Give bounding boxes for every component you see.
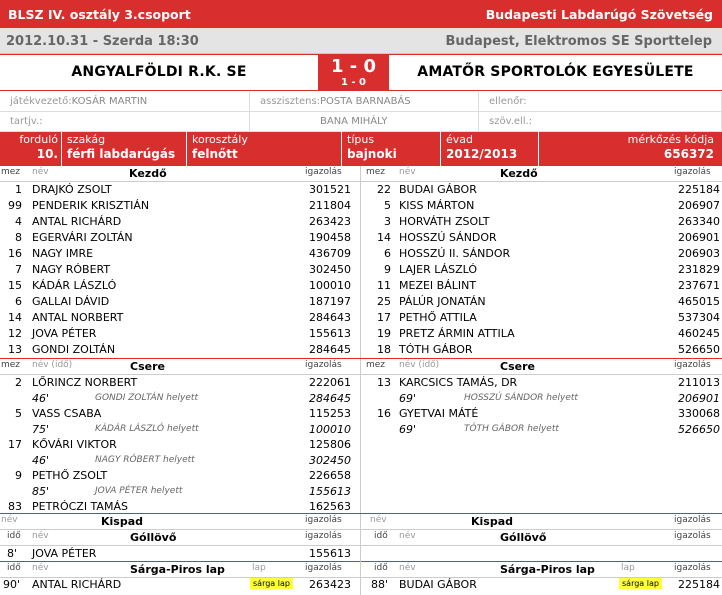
player-row — [361, 278, 722, 294]
col-igazolas: igazolás — [305, 360, 342, 370]
halftime-score: 1 - 0 — [340, 77, 367, 88]
match-meta — [0, 132, 722, 166]
replaced-player-id: 526650 — [678, 423, 720, 436]
match-venue: Budapest, Elektromos SE Sporttelep — [445, 34, 712, 49]
player-row — [361, 182, 722, 198]
player-name: HORVÁTH ZSOLT — [399, 215, 490, 228]
col-nev: név — [32, 531, 49, 541]
away-subs-header — [361, 359, 722, 375]
player-id: 330068 — [678, 407, 720, 420]
sub-row — [361, 406, 722, 422]
player-name: VASS CSABA — [32, 407, 102, 420]
player-name: GALLAI DÁVID — [32, 295, 110, 308]
date-venue-bar — [0, 28, 722, 54]
sub-minute: 75' — [32, 423, 50, 436]
player-name: EGERVÁRI ZOLTÁN — [32, 231, 133, 244]
shirt-number: 14 — [377, 231, 391, 244]
sub-minute: 85' — [32, 485, 50, 498]
goal-scorer: JOVA PÉTER — [32, 547, 97, 560]
card-player: ANTAL RICHÁRD — [32, 578, 122, 591]
player-row — [361, 326, 722, 342]
col-nev-ido: név (idő) — [32, 360, 73, 370]
col-nev-ido: név (idő) — [399, 360, 440, 370]
col-nev: név — [32, 563, 49, 573]
card-minute: 90' — [3, 578, 21, 591]
col-mez: mez — [366, 360, 386, 370]
col-lap: lap — [252, 563, 266, 573]
shirt-number: 13 — [8, 343, 22, 356]
shirt-number: 4 — [15, 215, 22, 228]
player-id: 206907 — [678, 199, 720, 212]
controller-label: ellenőr: — [489, 96, 527, 107]
season-value: 2012/2013 — [446, 147, 518, 161]
shirt-number: 5 — [384, 199, 391, 212]
branch-value: férfi labdarúgás — [67, 147, 176, 161]
shirt-number: 17 — [377, 311, 391, 324]
player-row — [361, 198, 722, 214]
player-id: 187197 — [309, 295, 351, 308]
shirt-number: 16 — [8, 247, 22, 260]
shirt-number: 13 — [377, 376, 391, 389]
shirt-number: 9 — [384, 263, 391, 276]
shirt-number: 3 — [384, 215, 391, 228]
shirt-number: 6 — [384, 247, 391, 260]
season-label: évad — [446, 133, 474, 146]
player-row — [0, 278, 360, 294]
player-id: 206901 — [678, 231, 720, 244]
player-id: 155613 — [309, 327, 351, 340]
player-name: JOVA PÉTER — [32, 327, 97, 340]
player-name: ANTAL RICHÁRD — [32, 215, 122, 228]
referee-cell — [0, 92, 250, 112]
player-row — [361, 342, 722, 358]
player-id: 100010 — [309, 279, 351, 292]
player-id: 211804 — [309, 199, 351, 212]
player-id: 206903 — [678, 247, 720, 260]
col-nev: név — [399, 531, 416, 541]
shirt-number: 14 — [8, 311, 22, 324]
sub-minute: 69' — [399, 392, 417, 405]
player-name: MEZEI BÁLINT — [399, 279, 477, 292]
col-nev: név — [399, 563, 416, 573]
player-id: 263423 — [309, 215, 351, 228]
shirt-number: 25 — [377, 295, 391, 308]
replaced-player-id: 284645 — [309, 392, 351, 405]
section-cards: Sárga-Piros lap — [130, 563, 225, 576]
officials — [0, 92, 722, 132]
shirt-number: 6 — [15, 295, 22, 308]
home-cards-header — [0, 562, 360, 578]
header-bar — [0, 0, 722, 28]
federation-name: Budapesti Labdarúgó Szövetség — [485, 7, 713, 22]
card-player: BUDAI GÁBOR — [399, 578, 477, 591]
player-row — [0, 230, 360, 246]
teams-row — [0, 54, 722, 91]
col-ido: idő — [374, 531, 388, 541]
away-goal-row-empty — [361, 546, 722, 562]
section-kispad: Kispad — [101, 515, 144, 528]
player-name: LAJER LÁSZLÓ — [399, 263, 478, 276]
player-id: 537304 — [678, 311, 720, 324]
home-subs-header — [0, 359, 360, 375]
player-row — [0, 326, 360, 342]
shirt-number: 99 — [8, 199, 22, 212]
assistant2-cell — [250, 112, 479, 132]
col-igazolas: igazolás — [305, 531, 342, 541]
player-name: KŐVÁRI VIKTOR — [32, 438, 117, 451]
shirt-number: 15 — [8, 279, 22, 292]
type-label: típus — [347, 133, 375, 146]
match-date: 2012.10.31 - Szerda 18:30 — [6, 34, 199, 49]
type-cell — [342, 132, 441, 166]
player-id: 162563 — [309, 500, 351, 513]
player-name: KÁDÁR LÁSZLÓ — [32, 279, 117, 292]
shirt-number: 5 — [15, 407, 22, 420]
shirt-number: 9 — [15, 469, 22, 482]
player-name: PÁLÚR JONATÁN — [399, 295, 486, 308]
card-player-id: 263423 — [309, 578, 351, 591]
yellow-card-badge: sárga lap — [250, 578, 293, 589]
player-row — [0, 262, 360, 278]
home-bench-header — [0, 514, 360, 530]
round-label: forduló — [19, 133, 58, 146]
sub-detail-row — [0, 391, 360, 407]
round-value: 10. — [36, 147, 58, 161]
player-id: 115253 — [309, 407, 351, 420]
score-box — [318, 55, 389, 90]
player-name: PETRÓCZI TAMÁS — [32, 500, 128, 513]
section-gollovo: Góllövő — [130, 531, 177, 544]
player-id: 284645 — [309, 343, 351, 356]
shirt-number: 83 — [8, 500, 22, 513]
card-minute: 88' — [371, 578, 389, 591]
player-name: GONDI ZOLTÁN — [32, 343, 116, 356]
col-nev: név — [370, 515, 387, 525]
season-cell — [441, 132, 539, 166]
player-row — [361, 310, 722, 326]
player-row — [361, 214, 722, 230]
assistant-cell — [250, 92, 479, 112]
player-row — [0, 342, 360, 358]
shirt-number: 7 — [15, 263, 22, 276]
player-row — [361, 294, 722, 310]
shirt-number: 19 — [377, 327, 391, 340]
code-label: mérkőzés kódja — [627, 133, 714, 146]
player-name: KISS MÁRTON — [399, 199, 475, 212]
yellow-card-badge: sárga lap — [619, 578, 662, 589]
shirt-number: 1 — [15, 183, 22, 196]
tartjv-cell — [0, 112, 250, 132]
away-card-row — [361, 577, 722, 593]
player-id: 190458 — [309, 231, 351, 244]
replaced-player: KÁDÁR LÁSZLÓ helyett — [95, 424, 199, 434]
controller-cell — [479, 92, 722, 112]
player-id: 231829 — [678, 263, 720, 276]
age-cell — [187, 132, 342, 166]
section-kezdo: Kezdő — [500, 167, 538, 180]
col-igazolas: igazolás — [305, 515, 342, 525]
player-name: NAGY IMRE — [32, 247, 94, 260]
player-id: 125806 — [309, 438, 351, 451]
col-igazolas: igazolás — [674, 563, 711, 573]
shirt-number: 11 — [377, 279, 391, 292]
player-row — [361, 262, 722, 278]
player-id: 302450 — [309, 263, 351, 276]
col-mez: mez — [1, 360, 21, 370]
player-row — [361, 246, 722, 262]
player-name: KARCSICS TAMÁS, DR — [399, 376, 518, 389]
col-mez: mez — [366, 167, 386, 177]
sub-row — [361, 375, 722, 391]
player-id: 211013 — [678, 376, 720, 389]
player-id: 237671 — [678, 279, 720, 292]
player-name: LŐRINCZ NORBERT — [32, 376, 138, 389]
away-starters-header — [361, 166, 722, 182]
replaced-player: TÓTH GÁBOR helyett — [464, 424, 559, 434]
shirt-number: 16 — [377, 407, 391, 420]
player-name: ANTAL NORBERT — [32, 311, 124, 324]
player-row — [0, 182, 360, 198]
player-row — [0, 246, 360, 262]
player-name: NAGY RÓBERT — [32, 263, 111, 276]
home-goals-header — [0, 530, 360, 546]
player-name: TÓTH GÁBOR — [399, 343, 473, 356]
player-id: 460245 — [678, 327, 720, 340]
player-name: HOSSZÚ II. SÁNDOR — [399, 247, 511, 260]
shirt-number: 2 — [15, 376, 22, 389]
sub-row — [0, 406, 360, 422]
player-id: 225184 — [678, 183, 720, 196]
code-value: 656372 — [663, 147, 714, 161]
code-cell — [539, 132, 722, 166]
branch-label: szakág — [67, 133, 106, 146]
sub-row — [0, 375, 360, 391]
final-score: 1 - 0 — [330, 56, 377, 77]
player-id: 226658 — [309, 469, 351, 482]
col-igazolas: igazolás — [674, 531, 711, 541]
col-ido: idő — [374, 563, 388, 573]
section-kispad: Kispad — [471, 515, 514, 528]
sub-detail-row — [0, 422, 360, 438]
player-id: 301521 — [309, 183, 351, 196]
shirt-number: 12 — [8, 327, 22, 340]
age-label: korosztály — [192, 133, 248, 146]
col-nev: név — [1, 515, 18, 525]
col-igazolas: igazolás — [674, 515, 711, 525]
replaced-player: NAGY RÓBERT helyett — [95, 455, 195, 465]
away-bench-header — [361, 514, 722, 530]
sub-row — [0, 437, 360, 453]
tartjv-label: tartjv.: — [10, 116, 43, 127]
replaced-player-id: 302450 — [309, 454, 351, 467]
player-row — [0, 214, 360, 230]
player-row — [0, 198, 360, 214]
player-name: PETHŐ ATTILA — [399, 311, 477, 324]
sub-detail-row — [0, 453, 360, 469]
replaced-player-id: 206901 — [678, 392, 720, 405]
sub-minute: 69' — [399, 423, 417, 436]
age-value: felnőtt — [192, 147, 238, 161]
replaced-player: GONDI ZOLTÁN helyett — [95, 393, 198, 403]
home-card-row — [0, 577, 360, 593]
player-id: 436709 — [309, 247, 351, 260]
col-ido: idő — [7, 563, 21, 573]
replaced-player-id: 100010 — [309, 423, 351, 436]
shirt-number: 18 — [377, 343, 391, 356]
player-name: PRETZ ÁRMIN ATTILA — [399, 327, 515, 340]
home-starters-header — [0, 166, 360, 182]
section-kezdo: Kezdő — [129, 167, 167, 180]
player-name: GYETVAI MÁTÉ — [399, 407, 479, 420]
replaced-player: JOVA PÉTER helyett — [95, 486, 183, 496]
section-gollovo: Góllövő — [500, 531, 547, 544]
player-row — [361, 230, 722, 246]
assistant-label: asszisztens: — [260, 96, 321, 107]
away-team: AMATŐR SPORTOLÓK EGYESÜLETE — [417, 64, 694, 80]
col-mez: mez — [1, 167, 21, 177]
assistant2-name: BANA MIHÁLY — [320, 116, 388, 127]
away-goals-header — [361, 530, 722, 546]
card-player-id: 225184 — [678, 578, 720, 591]
player-name: PENDERIK KRISZTIÁN — [32, 199, 150, 212]
goal-scorer-id: 155613 — [309, 547, 351, 560]
sub-detail-row — [361, 391, 722, 407]
col-igazolas: igazolás — [305, 563, 342, 573]
player-id: 284643 — [309, 311, 351, 324]
sub-minute: 46' — [32, 392, 50, 405]
branch-cell — [62, 132, 187, 166]
replaced-player-id: 155613 — [309, 485, 351, 498]
player-id: 222061 — [309, 376, 351, 389]
col-igazolas: igazolás — [674, 360, 711, 370]
player-row — [0, 310, 360, 326]
shirt-number: 17 — [8, 438, 22, 451]
away-cards-header — [361, 562, 722, 578]
sub-row — [0, 468, 360, 484]
col-nev: név — [32, 167, 49, 177]
home-goal-row — [0, 546, 360, 562]
player-name: PETHŐ ZSOLT — [32, 469, 108, 482]
szov-label: szöv.ell.: — [489, 116, 533, 127]
col-lap: lap — [621, 563, 635, 573]
type-value: bajnoki — [347, 147, 397, 161]
col-igazolas: igazolás — [305, 167, 342, 177]
player-name: HOSSZÚ SÁNDOR — [399, 231, 497, 244]
player-id: 465015 — [678, 295, 720, 308]
sub-detail-row — [361, 422, 722, 438]
referee-label: játékvezető: — [10, 96, 72, 107]
player-id: 526650 — [678, 343, 720, 356]
shirt-number: 22 — [377, 183, 391, 196]
league-title: BLSZ IV. osztály 3.csoport — [8, 7, 191, 22]
col-nev: név — [399, 167, 416, 177]
round-cell — [0, 132, 62, 166]
sub-detail-row — [0, 484, 360, 500]
col-igazolas: igazolás — [674, 167, 711, 177]
section-csere: Csere — [130, 360, 165, 373]
replaced-player: HOSSZÚ SÁNDOR helyett — [464, 393, 578, 403]
assistant1-name: POSTA BARNABÁS — [320, 96, 411, 107]
player-id: 263340 — [678, 215, 720, 228]
section-csere: Csere — [500, 360, 535, 373]
home-team: ANGYALFÖLDI R.K. SE — [71, 64, 247, 80]
player-name: DRAJKÓ ZSOLT — [32, 183, 112, 196]
goal-minute: 8' — [7, 547, 18, 560]
referee-name: KOSÁR MARTIN — [71, 96, 148, 107]
col-ido: idő — [7, 531, 21, 541]
player-name: BUDAI GÁBOR — [399, 183, 477, 196]
section-cards: Sárga-Piros lap — [500, 563, 595, 576]
szov-cell — [479, 112, 722, 132]
shirt-number: 8 — [15, 231, 22, 244]
player-row — [0, 294, 360, 310]
sub-minute: 46' — [32, 454, 50, 467]
